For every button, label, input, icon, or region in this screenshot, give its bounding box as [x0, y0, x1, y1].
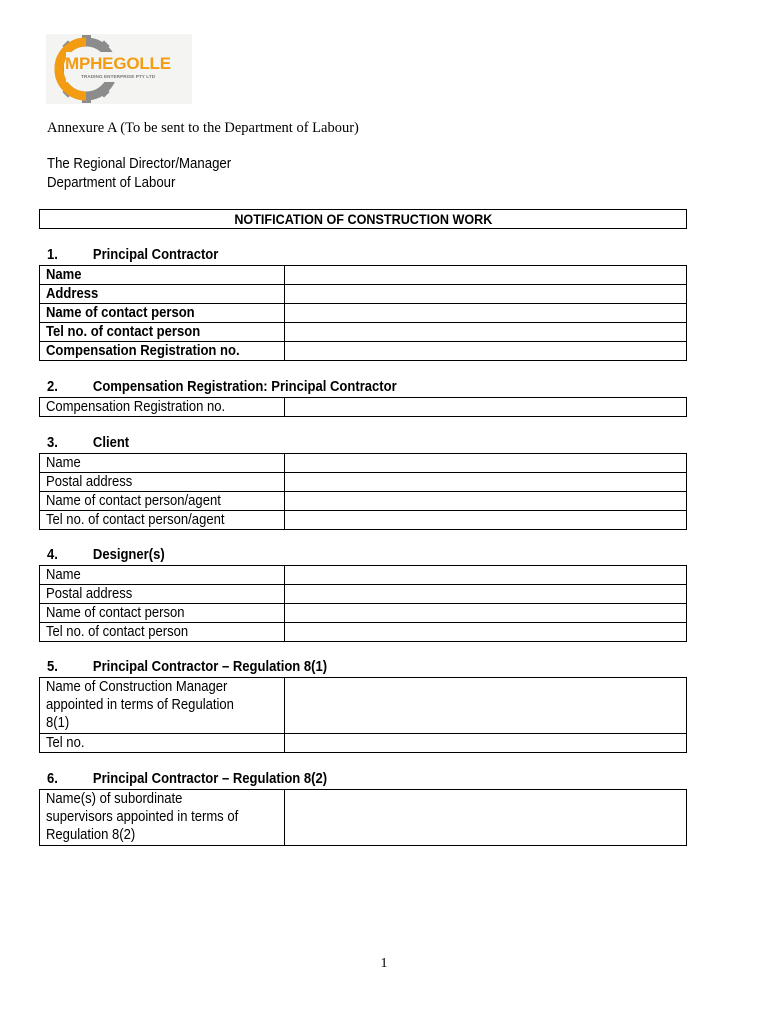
table-row: [40, 566, 687, 585]
row-label: Address: [46, 286, 99, 302]
table-row: [40, 492, 687, 511]
row-label: Postal address: [46, 474, 133, 490]
value-cell[interactable]: [285, 398, 687, 417]
value-cell[interactable]: [285, 304, 687, 323]
value-cell[interactable]: [285, 342, 687, 361]
row-label-line: Name(s) of subordinate: [46, 791, 183, 807]
row-label: Name: [46, 267, 82, 283]
table-row: [40, 623, 687, 642]
value-cell[interactable]: [285, 585, 687, 604]
table-row: [40, 454, 687, 473]
row-label-line: appointed in terms of Regulation: [46, 697, 234, 713]
value-cell[interactable]: [285, 604, 687, 623]
page-number: 1: [380, 956, 388, 971]
table-row: [40, 285, 687, 304]
row-label: Tel no.: [46, 735, 85, 751]
table-row: [40, 734, 687, 753]
row-label: Postal address: [46, 586, 133, 602]
construction-manager-table: [39, 677, 687, 753]
value-cell[interactable]: [285, 790, 687, 846]
value-cell[interactable]: [285, 566, 687, 585]
compensation-registration-table: [39, 397, 687, 417]
row-label-line: Name of Construction Manager: [46, 679, 228, 695]
row-label-line: Regulation 8(2): [46, 827, 136, 843]
section-title: Compensation Registration: Principal Contractor: [92, 379, 397, 395]
row-label-line: supervisors appointed in terms of: [46, 809, 239, 825]
section-number: 1.: [47, 247, 58, 263]
section-number: 5.: [47, 659, 58, 675]
row-label: Name of contact person: [46, 605, 185, 621]
section-title: Principal Contractor – Regulation 8(2): [92, 771, 328, 787]
value-cell[interactable]: [285, 511, 687, 530]
section-title: Client: [92, 435, 130, 451]
value-cell[interactable]: [285, 623, 687, 642]
table-row: [40, 266, 687, 285]
logo-subtitle: TRADING ENTERPRISE PTY LTD: [81, 74, 156, 79]
table-row: [40, 604, 687, 623]
value-cell[interactable]: [285, 266, 687, 285]
value-cell[interactable]: [285, 285, 687, 304]
address-line-1: The Regional Director/Manager: [47, 155, 232, 172]
table-row: [40, 473, 687, 492]
principal-contractor-table: [39, 265, 687, 361]
table-row: [40, 511, 687, 530]
row-label: Compensation Registration no.: [46, 343, 240, 359]
section-title: Designer(s): [92, 547, 165, 563]
section-number: 6.: [47, 771, 58, 787]
section-heading: [47, 379, 397, 395]
value-cell[interactable]: [285, 734, 687, 753]
row-label: Name: [46, 455, 81, 471]
row-label-line: 8(1): [46, 715, 70, 731]
section-heading: [47, 247, 218, 263]
table-row: [40, 585, 687, 604]
row-label: Name of contact person/agent: [46, 493, 221, 509]
value-cell[interactable]: [285, 454, 687, 473]
company-logo: [46, 34, 192, 104]
value-cell[interactable]: [285, 492, 687, 511]
section-number: 3.: [47, 435, 58, 451]
form-title: [39, 209, 687, 229]
row-label: Tel no. of contact person: [46, 324, 201, 340]
value-cell[interactable]: [285, 473, 687, 492]
designer-table: [39, 565, 687, 642]
table-row: [40, 323, 687, 342]
section-heading: [47, 435, 129, 451]
row-label: Tel no. of contact person: [46, 624, 189, 640]
value-cell[interactable]: [285, 323, 687, 342]
logo-name: MPHEGOLLE: [65, 54, 171, 73]
address-line-2: Department of Labour: [47, 173, 176, 191]
table-row: [40, 342, 687, 361]
annexure-note: Annexure A (To be sent to the Department of Labour): [47, 120, 359, 136]
row-label: Name of contact person: [46, 305, 195, 321]
section-heading: [47, 547, 165, 563]
row-label: Compensation Registration no.: [46, 399, 226, 415]
table-row: [40, 304, 687, 323]
section-number: 2.: [47, 379, 58, 395]
section-number: 4.: [47, 547, 58, 563]
section-heading: [47, 771, 327, 787]
section-title: Principal Contractor: [92, 247, 219, 263]
form-title-text: NOTIFICATION OF CONSTRUCTION WORK: [233, 211, 493, 227]
client-table: [39, 453, 687, 530]
subordinate-supervisors-table: [39, 789, 687, 846]
section-heading: [47, 659, 327, 675]
recipient-address: [47, 155, 231, 192]
table-row: [40, 678, 687, 734]
row-label: Name: [46, 567, 81, 583]
section-title: Principal Contractor – Regulation 8(1): [92, 659, 328, 675]
table-row: [40, 790, 687, 846]
value-cell[interactable]: [285, 678, 687, 734]
table-row: [40, 398, 687, 417]
row-label: Tel no. of contact person/agent: [46, 512, 225, 528]
